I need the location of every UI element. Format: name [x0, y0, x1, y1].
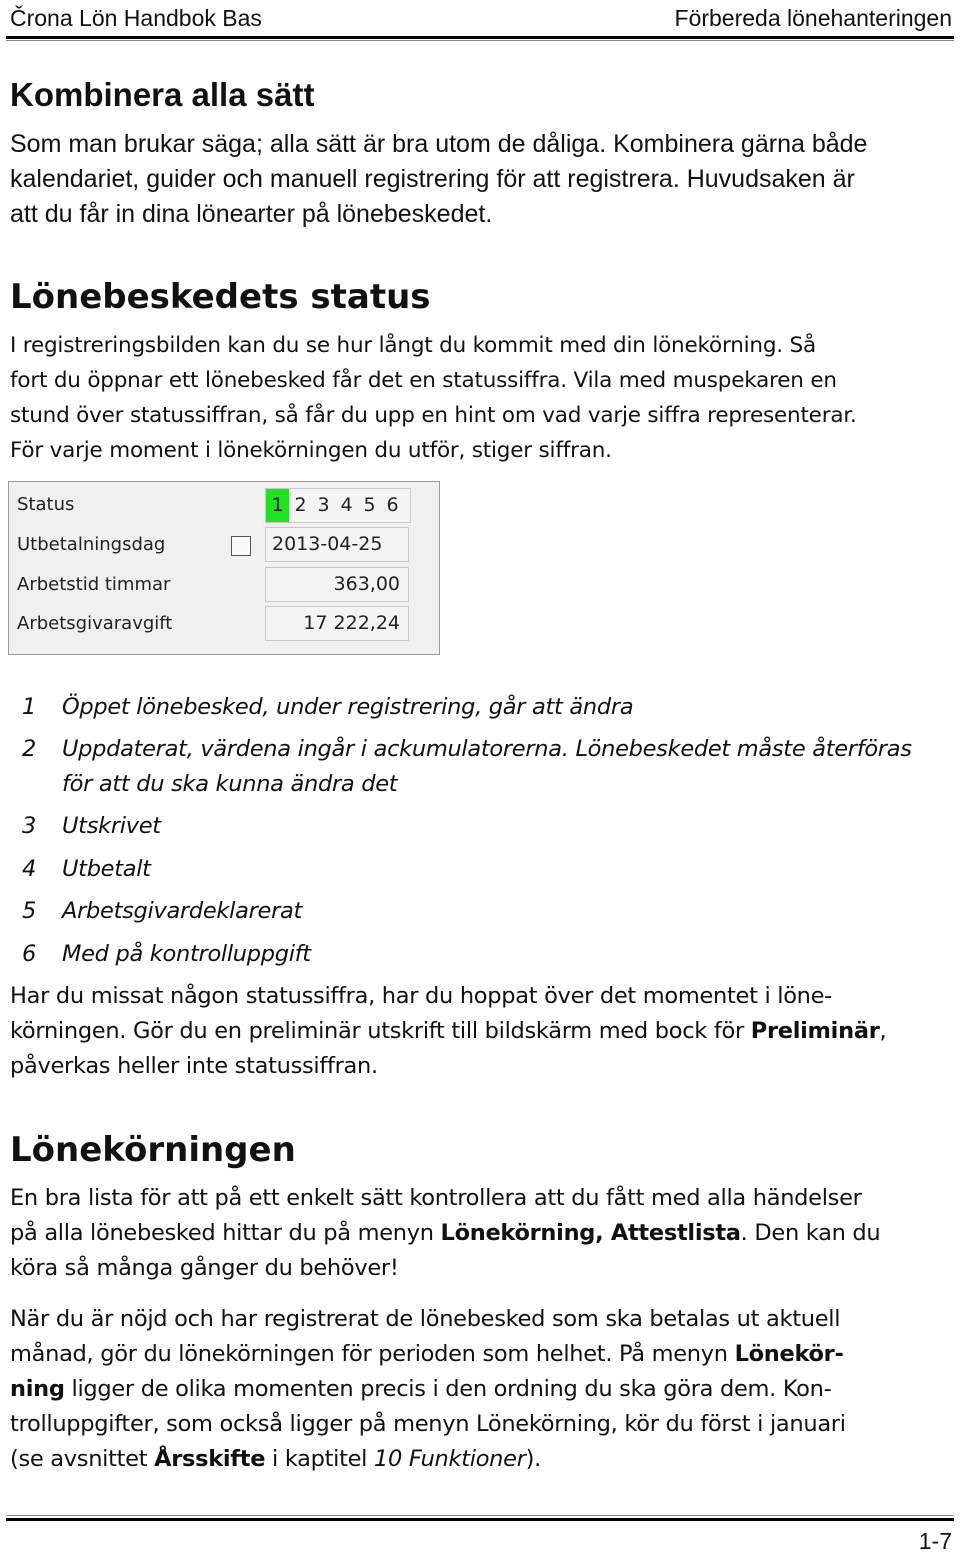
header-chapter-title: Förbereda lönehanteringen [674, 5, 952, 31]
status-digit: 5 [363, 494, 376, 516]
chapter-ref-funktioner: 10 Funktioner [373, 1446, 526, 1472]
status-digit-active: 1 [266, 489, 289, 522]
list-item-text: för att du ska kunna ändra det [62, 771, 398, 797]
payday-checkbox[interactable] [231, 536, 251, 556]
text-run: ligger de olika momenten precis i den ordning du ska göra dem. Kon- [64, 1376, 832, 1402]
paragraph-line: stund över statussiffran, så får du upp en hint om vad varje siffra representerar. [10, 403, 857, 428]
lonekorningen-paragraph-1 [10, 1181, 955, 1286]
menu-path-attestlista: Lönekörning, Attestlista [440, 1220, 741, 1246]
paragraph-line [10, 1216, 955, 1251]
paragraph-line: påverkas heller inte statussiffran. [10, 1053, 378, 1079]
paragraph-line: att du får in dina lönearter på lönebeskedet. [10, 200, 493, 228]
paragraph-line: fort du öppnar ett lönebesked får det en statussiffra. Vila med muspekaren en [10, 368, 837, 393]
text-run: i kaptitel [265, 1446, 374, 1472]
list-item-text: Uppdaterat, värdena ingår i ackumulatorerna. Lönebeskedet måste återföras [62, 736, 912, 762]
list-item-number: 4 [22, 856, 37, 882]
header-book-title: Črona Lön Handbok Bas [10, 5, 262, 31]
paragraph-line [10, 1014, 955, 1049]
paragraph-line: köra så många gånger du behöver! [10, 1255, 399, 1281]
payday-label: Utbetalningsdag [17, 534, 166, 555]
paragraph-line [10, 1372, 955, 1407]
paragraph-line: I registreringsbilden kan du se hur långt du kommit med din lönekörning. Så [10, 333, 816, 358]
bold-term-preliminar: Preliminär [750, 1018, 880, 1044]
text-run: , [879, 1018, 887, 1044]
section-ref-arsskifte: Årsskifte [154, 1446, 266, 1472]
list-item-text: Med på kontrolluppgift [62, 941, 311, 967]
menu-name-lonekorning: Lönekör- [734, 1341, 844, 1367]
text-run: (se avsnittet [10, 1446, 155, 1472]
text-run: ). [525, 1446, 541, 1472]
paragraph-line: För varje moment i lönekörningen du utför, stiger siffran. [10, 438, 612, 463]
running-header [10, 4, 952, 34]
list-item-number: 3 [22, 813, 37, 839]
header-rule [6, 36, 954, 39]
list-item-number: 1 [22, 694, 37, 720]
status-label: Status [17, 494, 75, 515]
section-status-paragraph [10, 328, 955, 468]
hours-label: Arbetstid timmar [17, 574, 171, 595]
status-digit: 6 [386, 494, 399, 516]
paragraph-line [10, 1442, 955, 1477]
text-run: månad, gör du lönekörningen för perioden som helhet. På menyn [10, 1341, 735, 1367]
status-note-paragraph [10, 979, 955, 1084]
list-item-text: Utbetalt [62, 856, 151, 882]
paragraph-line: Har du missat någon statussiffra, har du hoppat över det momentet i löne- [10, 983, 832, 1009]
status-dialog-screenshot [8, 481, 440, 655]
employer-fee-label: Arbetsgivaravgift [17, 613, 173, 634]
paragraph-line: När du är nöjd och har registrerat de lönebesked som ska betalas ut aktuell [10, 1306, 841, 1332]
paragraph-line: kalendariet, guider och manuell registrering för att registrera. Huvudsaken är [10, 165, 855, 193]
list-item-number: 2 [22, 736, 37, 762]
header-rule-thin [6, 40, 954, 41]
list-item-number: 6 [22, 941, 37, 967]
payday-field[interactable]: 2013-04-25 [265, 527, 409, 562]
paragraph-line [10, 1337, 955, 1372]
footer-rule-thin [6, 1515, 954, 1516]
list-item-text: Utskrivet [62, 813, 161, 839]
employer-fee-field[interactable]: 17 222,24 [265, 606, 409, 641]
paragraph-line: trolluppgifter, som också ligger på menyn Lönekörning, kör du först i januari [10, 1411, 846, 1437]
list-item-number: 5 [22, 898, 37, 924]
status-indicator[interactable] [265, 488, 411, 523]
lonekorningen-paragraph-2 [10, 1302, 955, 1477]
text-run: . Den kan du [740, 1220, 881, 1246]
section-title-kombinera: Kombinera alla sätt [10, 76, 315, 113]
status-digit: 3 [317, 494, 330, 516]
paragraph-line: Som man brukar säga; alla sätt är bra utom de dåliga. Kombinera gärna både [10, 130, 868, 158]
section-title-lonekorningen: Lönekörningen [10, 1130, 296, 1170]
footer-rule [6, 1518, 954, 1521]
text-run: på alla lönebesked hittar du på menyn [10, 1220, 441, 1246]
paragraph-line: En bra lista för att på ett enkelt sätt kontrollera att du fått med alla händelser [10, 1185, 862, 1211]
status-digit: 2 [294, 494, 307, 516]
section-kombinera-paragraph [10, 127, 950, 232]
section-title-status: Lönebeskedets status [10, 277, 431, 317]
page-number: 1-7 [918, 1528, 952, 1554]
text-run: körningen. Gör du en preliminär utskrift till bildskärm med bock för [10, 1018, 751, 1044]
menu-name-lonekorning-cont: ning [10, 1376, 65, 1402]
list-item-text: Öppet lönebesked, under registrering, går att ändra [62, 694, 634, 720]
list-item-text: Arbetsgivardeklarerat [62, 898, 303, 924]
status-digit: 4 [340, 494, 353, 516]
hours-field[interactable]: 363,00 [265, 567, 409, 602]
